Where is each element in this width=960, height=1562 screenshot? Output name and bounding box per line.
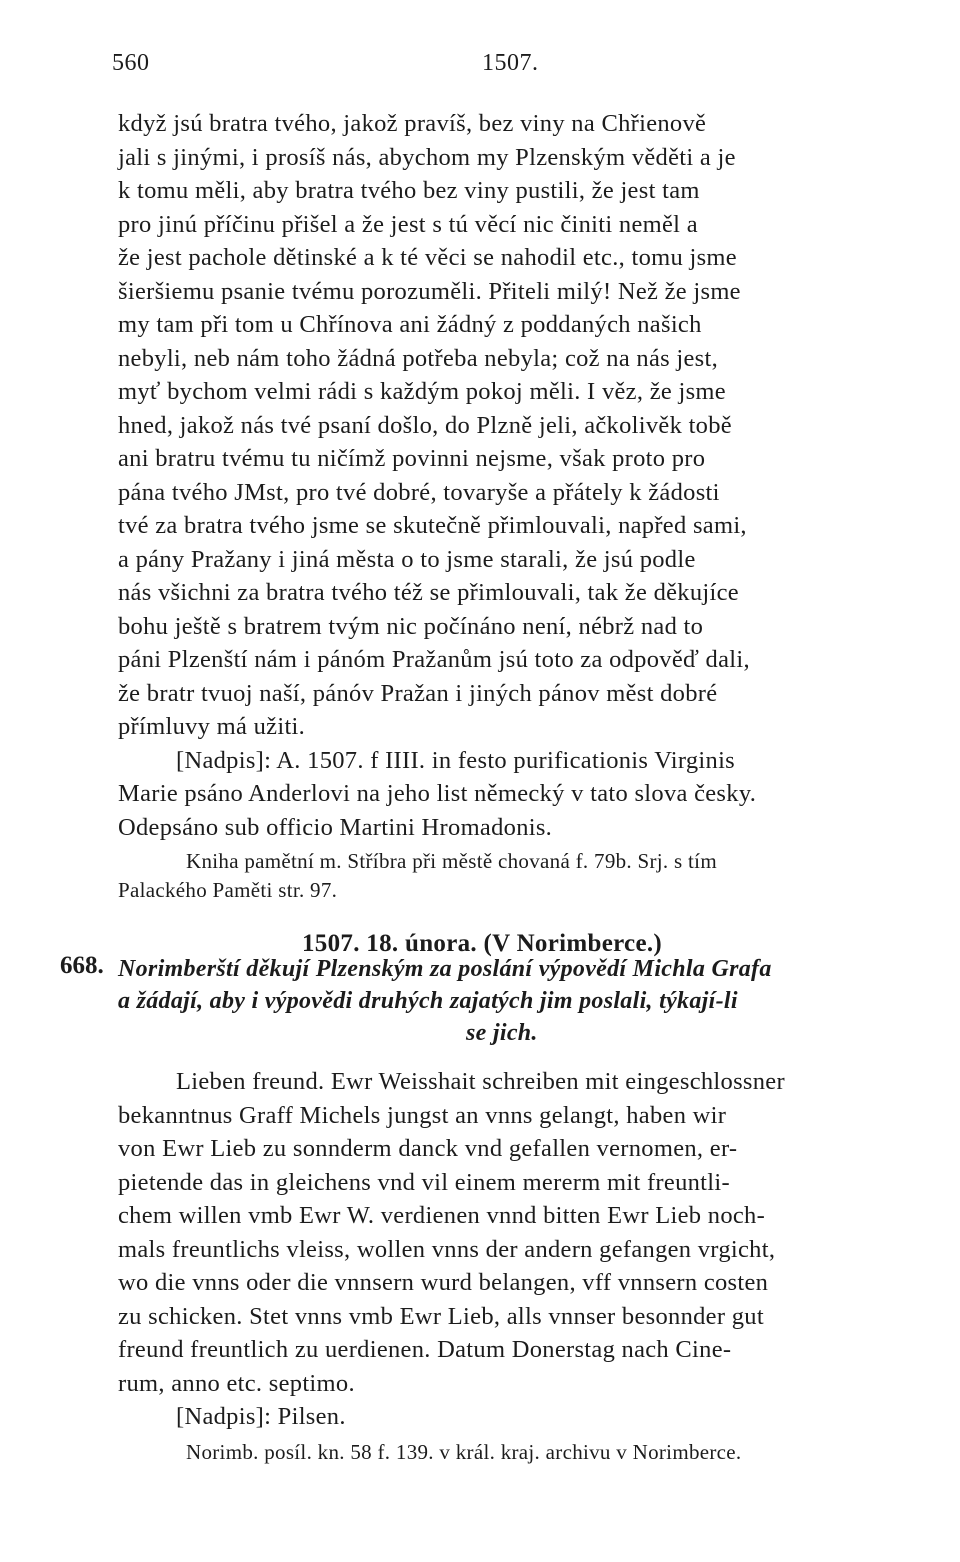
text-line: freund freuntlich zu uerdienen. Datum Donerstag nach Cine- <box>118 1336 732 1363</box>
text-line: von Ewr Lieb zu sonnderm danck vnd gefallen vernomen, er- <box>118 1135 738 1162</box>
inscription-line: [Nadpis]: A. 1507. f IIII. in festo purificationis Virginis <box>176 747 736 774</box>
text-line: myť bychom velmi rádi s každým pokoj měli. I věz, že jsme <box>118 378 726 405</box>
text-line: nás všichni za bratra tvého též se přimlouvali, tak že děkujíce <box>118 579 739 606</box>
text-line: šieršiemu psanie tvému porozuměli. Přiteli milý! Než že jsme <box>118 278 741 305</box>
text-line: páni Plzenští nám i pánóm Pražanům jsú toto za odpověď dali, <box>118 646 750 673</box>
text-line: pána tvého JMst, pro tvé dobré, tovaryše a přátely k žádosti <box>118 479 720 506</box>
text-line: když jsú bratra tvého, jakož pravíš, bez viny na Chřienově <box>118 110 707 137</box>
text-line: že jest pachole dětinské a k té věci se nahodil etc., tomu jsme <box>118 244 737 271</box>
page-number: 560 <box>112 50 150 76</box>
text-line: že bratr tvuoj naší, pánóv Pražan i jiných pánov měst dobré <box>118 680 718 707</box>
text-line: ani bratru tvému tu ničímž povinni nejsme, však proto pro <box>118 445 706 472</box>
text-line: mals freuntlichs vleiss, wollen vnns der andern gefangen vrgicht, <box>118 1236 776 1263</box>
text-line: bohu ještě s bratrem tvým nic počínáno není, nébrž nad to <box>118 613 704 640</box>
text-line: rum, anno etc. septimo. <box>118 1370 355 1397</box>
text-line: nebyli, neb nám toho žádná potřeba nebyla; což na nás jest, <box>118 345 719 372</box>
source-note: Palackého Paměti str. 97. <box>118 878 338 902</box>
dateline-heading: 1507. 18. února. (V Norimberce.) <box>302 930 663 957</box>
entry-number: 668. <box>60 952 104 979</box>
text-line: zu schicken. Stet vnns vmb Ewr Lieb, alls vnnser besonnder gut <box>118 1303 764 1330</box>
text-line: k tomu měli, aby bratra tvého bez viny pustili, že jest tam <box>118 177 700 204</box>
inscription-line: Odepsáno sub officio Martini Hromadonis. <box>118 814 553 841</box>
text-line: wo die vnns oder die vnnsern wurd belangen, vff vnnsern costen <box>118 1269 769 1296</box>
source-note: Kniha pamětní m. Stříbra při městě chovaná f. 79b. Srj. s tím <box>186 849 717 873</box>
summary-line: se jich. <box>466 1020 538 1046</box>
summary-line: a žádají, aby i výpovědi druhých zajatých jim poslali, týkají-li <box>118 988 738 1014</box>
text-line: pietende das in gleichens vnd vil einem mererm mit freuntli- <box>118 1169 730 1196</box>
text-line: chem willen vmb Ewr W. verdienen vnnd bitten Ewr Lieb noch- <box>118 1202 766 1229</box>
inscription-line: Marie psáno Anderlovi na jeho list německý v tato slova česky. <box>118 780 757 807</box>
text-line: Lieben freund. Ewr Weisshait schreiben mit eingeschlossner <box>176 1068 785 1095</box>
running-year: 1507. <box>482 50 539 76</box>
text-line: přímluvy má užiti. <box>118 713 306 740</box>
text-line: jali s jinými, i prosíš nás, abychom my Plzenským věděti a je <box>118 144 736 171</box>
summary-line: Norimberští děkují Plzenským za poslání výpovědí Michla Grafa <box>118 956 772 982</box>
text-line: pro jinú příčinu přišel a že jest s tú věcí nic činiti neměl a <box>118 211 698 238</box>
inscription-line: [Nadpis]: Pilsen. <box>176 1403 346 1430</box>
text-line: a pány Pražany i jiná města o to jsme starali, že jsú podle <box>118 546 696 573</box>
text-line: my tam při tom u Chřínova ani žádný z poddaných našich <box>118 311 702 338</box>
text-line: hned, jakož nás tvé psaní došlo, do Plzně jeli, ačkolivěk tobě <box>118 412 732 439</box>
text-line: tvé za bratra tvého jsme se skutečně přimlouvali, napřed sami, <box>118 512 747 539</box>
text-line: bekanntnus Graff Michels jungst an vnns gelangt, haben wir <box>118 1102 727 1129</box>
source-note: Norimb. posíl. kn. 58 f. 139. v král. kraj. archivu v Norimberce. <box>186 1440 742 1464</box>
